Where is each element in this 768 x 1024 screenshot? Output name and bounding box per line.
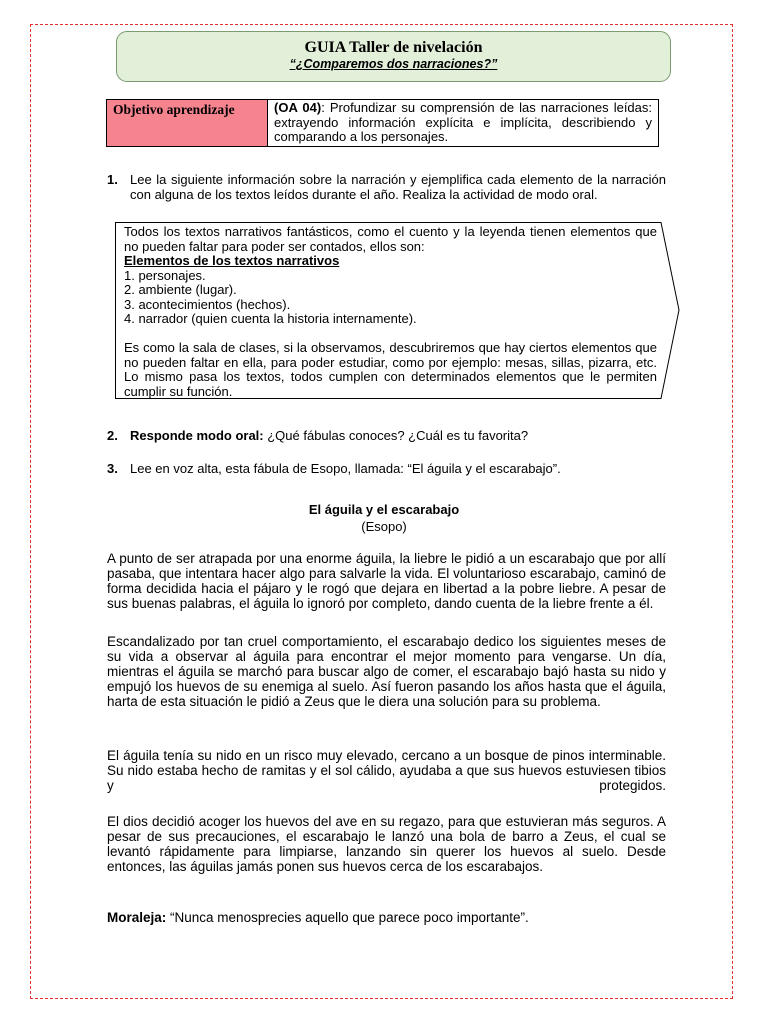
item-text: Lee en voz alta, esta fábula de Esopo, llamada: “El águila y el escarabajo”. — [130, 461, 561, 476]
info-box — [115, 222, 681, 399]
moral-label: Moraleja: — [107, 910, 167, 925]
objective-code: (OA 04) — [274, 100, 322, 115]
instruction-2 — [107, 428, 666, 443]
page-title: GUIA Taller de nivelación — [304, 39, 483, 56]
item-text: Lee la siguiente información sobre la narración y ejemplifica cada elemento de la narración con alguna de los textos leídos durante el año. Realiza la actividad de modo oral. — [130, 172, 666, 202]
fable-title: El águila y el escarabajo — [308, 502, 460, 517]
fable-paragraph: A punto de ser atrapada por una enorme águila, la liebre le pidió a un escarabajo que por allí pasaba, que intentara hacer algo para salvarle la vida. El voluntarioso escarabajo, caminó de forma decidida hacia el pájaro y le rogó que dejara en libertad a la pobre liebre. A pesar de sus buenas palabras, el águila lo ignoró por completo, dando cuenta de la liebre frente a él. — [107, 551, 666, 611]
page-subtitle: “¿Comparemos dos narraciones?” — [289, 57, 498, 71]
item-bold: Responde modo oral: — [130, 428, 264, 443]
objective-cell — [268, 100, 659, 147]
item-number: 1. — [107, 172, 118, 187]
fable-paragraph: Escandalizado por tan cruel comportamiento, el escarabajo dedico los siguientes meses de su vida a observar al águila para encontrar el mejor momento para vengarse. Un día, mientras el águila se marchó para buscar algo de comer, el escarabajo bajó hasta su nido y empujó los huevos de su enemiga al suelo. Así fueron pasando los años hasta que el águila, harta de esta situación le pidió a Zeus que le diera una solución para su problema. — [107, 634, 666, 709]
objective-label: Objetivo aprendizaje — [107, 100, 268, 147]
instruction-3 — [107, 461, 666, 476]
instruction-1 — [107, 172, 666, 202]
fable-paragraph: El águila tenía su nido en un risco muy elevado, cercano a un bosque de pinos interminable. Su nido estaba hecho de ramitas y el sol cálido, ayudaba a que sus huevos estuviesen tibios y protegidos. — [107, 748, 666, 793]
info-closing: Es como la sala de clases, si la observamos, descubriremos que hay ciertos elementos que no pueden faltar en ella, para poder estudiar, como por ejemplo: mesas, sillas, pizarra, etc. Lo mismo pasa los textos, todos cumplen con determinados elementos que le permiten cumplir su función. — [124, 340, 657, 399]
info-text — [124, 225, 657, 399]
element-item: 2. ambiente (lugar). — [124, 282, 237, 297]
fable-paragraph: El dios decidió acoger los huevos del ave en su regazo, para que estuvieran más seguros. A pesar de sus precauciones, el escarabajo le lanzó una bola de barro a Zeus, el cual se levantó rápidamente para limpiarse, lanzando sin querer los huevos al suelo. Desde entonces, las águilas jamás ponen sus huevos cerca de los escarabajos. — [107, 814, 666, 874]
element-item: 3. acontecimientos (hechos). — [124, 296, 291, 312]
objective-table — [106, 99, 659, 147]
moral-text: “Nunca menosprecies aquello que parece poco importante”. — [166, 910, 529, 925]
item-number: 3. — [107, 461, 118, 476]
fable-moral — [107, 910, 666, 925]
item-text: ¿Qué fábulas conoces? ¿Cuál es tu favorita? — [263, 428, 529, 443]
title-box — [116, 31, 671, 82]
item-number: 2. — [107, 428, 118, 443]
objective-text: : Profundizar su comprensión de las narraciones leídas: extrayendo información explícita e implícita, describiendo y comparando a los personajes. — [274, 100, 653, 144]
element-item: 1. personajes. — [124, 267, 206, 283]
info-heading: Elementos de los textos narrativos — [124, 253, 340, 268]
element-item: 4. narrador (quien cuenta la historia internamente). — [124, 311, 417, 326]
fable-author: (Esopo) — [361, 519, 407, 534]
info-intro: Todos los textos narrativos fantásticos, como el cuento y la leyenda tienen elementos que no pueden faltar para poder ser contados, ellos son: — [124, 224, 657, 254]
